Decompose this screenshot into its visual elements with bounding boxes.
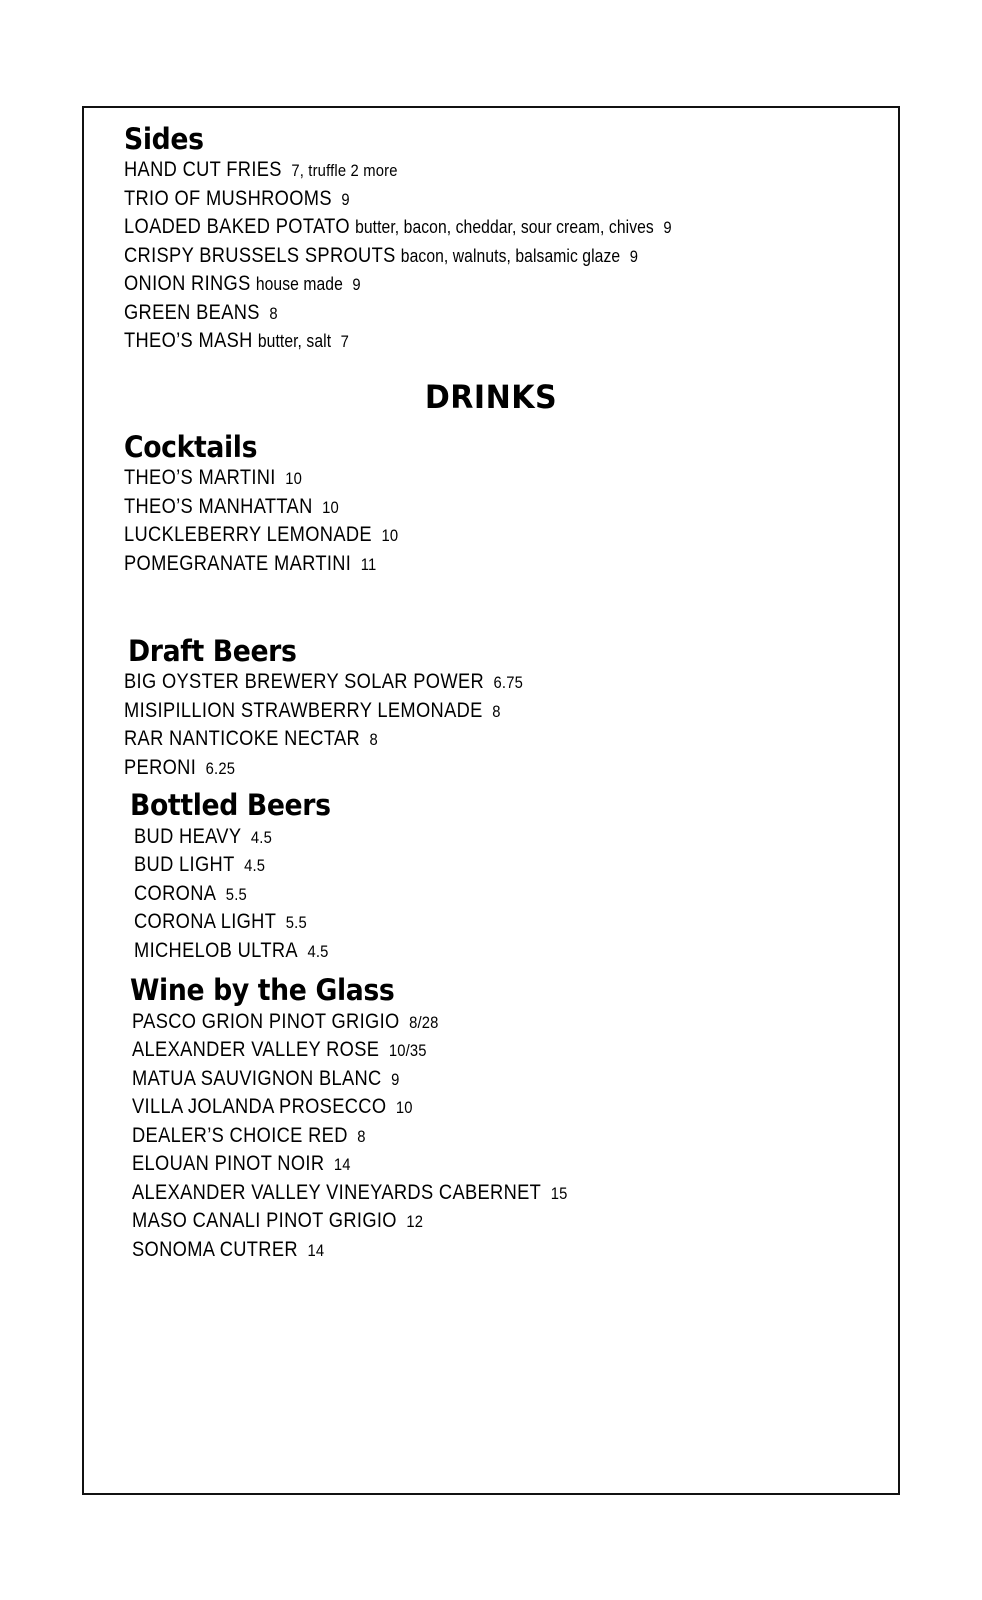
menu-item	[124, 668, 782, 697]
menu-item-name: ONION RINGS	[124, 272, 251, 296]
menu-item-price: 8	[269, 303, 278, 323]
section-wine-by-the-glass	[130, 975, 880, 1264]
menu-item-price: 10	[285, 469, 303, 489]
menu-item-price: 8/28	[409, 1012, 439, 1032]
menu-item-price: 14	[307, 1240, 325, 1260]
menu-item-description: house made	[255, 274, 343, 295]
menu-item-name: POMEGRANATE MARTINI	[124, 551, 352, 575]
item-list-sides	[124, 156, 880, 356]
menu-item	[134, 937, 783, 966]
menu-item	[124, 725, 782, 754]
menu-item-name: MISIPILLION STRAWBERRY LEMONADE	[124, 698, 483, 722]
menu-item-name: GREEN BEANS	[124, 300, 260, 324]
menu-item-name: CORONA LIGHT	[134, 910, 277, 934]
menu-item	[132, 1122, 783, 1151]
menu-item-name: LUCKLEBERRY LEMONADE	[124, 523, 372, 547]
menu-item-price: 7	[340, 332, 350, 352]
section-title-sides: Sides	[124, 122, 204, 156]
section-title-wine-by-the-glass: Wine by the Glass	[130, 973, 395, 1008]
menu-item	[124, 327, 782, 356]
menu-item-price: 8	[369, 730, 378, 750]
menu-item-price: 9	[629, 246, 639, 266]
menu-item	[124, 754, 782, 783]
menu-item-name: THEO’S MARTINI	[124, 466, 276, 490]
section-bottled-beers	[130, 790, 880, 965]
menu-item	[124, 156, 782, 185]
menu-item-price: 6.25	[205, 758, 236, 778]
menu-item-price: 10	[322, 497, 339, 517]
menu-item	[124, 464, 782, 493]
menu-item-price: 8	[492, 701, 501, 721]
menu-item-name: MASO CANALI PINOT GRIGIO	[132, 1209, 397, 1233]
menu-item-name: MICHELOB ULTRA	[134, 938, 298, 962]
menu-item-name: CORONA	[134, 881, 217, 905]
menu-item-name: LOADED BAKED POTATO	[124, 215, 350, 239]
menu-item	[124, 270, 782, 299]
menu-item	[134, 880, 783, 909]
menu-item-name: ALEXANDER VALLEY ROSE	[132, 1038, 380, 1062]
menu-item-price: 9	[341, 189, 350, 209]
menu-item-price: 4.5	[307, 941, 329, 961]
section-draft-beers	[124, 634, 880, 782]
menu-item-price: 10	[395, 1098, 413, 1118]
menu-item-name: RAR NANTICOKE NECTAR	[124, 727, 361, 751]
menu-item	[124, 185, 782, 214]
menu-item	[132, 1236, 783, 1265]
menu-item	[124, 521, 782, 550]
menu-item-price: 14	[333, 1155, 351, 1175]
section-sides	[124, 124, 880, 356]
menu-item	[134, 908, 783, 937]
menu-item-name: SONOMA CUTRER	[132, 1237, 298, 1261]
menu-item	[124, 697, 782, 726]
menu-item-price: 15	[550, 1183, 568, 1203]
menu-item	[124, 242, 782, 271]
menu-item-name: PERONI	[124, 755, 197, 779]
menu-item	[132, 1036, 783, 1065]
menu-item-name: THEO’S MASH	[124, 329, 253, 353]
menu-item-name: THEO’S MANHATTAN	[124, 494, 313, 518]
item-list-draft-beers	[124, 668, 880, 782]
menu-item-price: 9	[352, 275, 361, 295]
menu-item	[134, 823, 783, 852]
menu-item	[124, 299, 782, 328]
menu-item-price: 9	[391, 1069, 400, 1089]
menu-item-name: VILLA JOLANDA PROSECCO	[132, 1095, 387, 1119]
menu-item-name: BIG OYSTER BREWERY SOLAR POWER	[124, 670, 485, 694]
menu-item-price: 10/35	[388, 1041, 427, 1061]
menu-item-price: 4.5	[244, 856, 266, 876]
menu-item	[132, 1065, 783, 1094]
menu-item-name: CRISPY BRUSSELS SPROUTS	[124, 243, 396, 267]
menu-item-price: 5.5	[225, 884, 247, 904]
menu-item-price: 5.5	[285, 913, 307, 933]
menu-item	[134, 851, 783, 880]
menu-item	[124, 213, 782, 242]
menu-item-price: 8	[357, 1126, 366, 1146]
menu-item-price: 6.75	[493, 673, 524, 693]
menu-item	[132, 1093, 783, 1122]
item-list-cocktails	[124, 464, 880, 578]
menu-item-price: 4.5	[250, 827, 272, 847]
menu-item	[132, 1008, 783, 1037]
menu-item	[132, 1179, 783, 1208]
menu-item-price: 10	[381, 526, 399, 546]
menu-item-name: DEALER’S CHOICE RED	[132, 1123, 348, 1147]
menu-page-frame	[82, 106, 900, 1495]
menu-item-name: TRIO OF MUSHROOMS	[124, 186, 332, 210]
menu-item-name: HAND CUT FRIES	[124, 158, 282, 182]
menu-item	[132, 1150, 783, 1179]
item-list-wine-by-the-glass	[132, 1008, 880, 1265]
section-title-bottled-beers: Bottled Beers	[130, 788, 331, 823]
menu-item-name: BUD LIGHT	[134, 853, 235, 877]
section-title-cocktails: Cocktails	[124, 429, 258, 464]
menu-item-name: PASCO GRION PINOT GRIGIO	[132, 1009, 400, 1033]
menu-item-name: BUD HEAVY	[134, 824, 242, 848]
section-cocktails	[124, 429, 880, 578]
menu-item-name: ELOUAN PINOT NOIR	[132, 1152, 325, 1176]
menu-item-price: 11	[360, 554, 377, 574]
menu-item	[132, 1207, 783, 1236]
menu-item-description: butter, bacon, cheddar, sour cream, chives	[355, 217, 654, 238]
menu-item-description: bacon, walnuts, balsamic glaze	[400, 245, 621, 266]
menu-item-price: 7, truffle 2 more	[291, 161, 398, 181]
menu-item-name: ALEXANDER VALLEY VINEYARDS CABERNET	[132, 1180, 542, 1204]
menu-item-price: 9	[663, 218, 672, 238]
item-list-bottled-beers	[134, 823, 880, 966]
menu-item-price: 12	[406, 1212, 424, 1232]
menu-item	[124, 550, 782, 579]
menu-item	[124, 493, 782, 522]
menu-item-name: MATUA SAUVIGNON BLANC	[132, 1066, 382, 1090]
drinks-banner-heading: DRINKS	[424, 377, 558, 416]
section-title-draft-beers: Draft Beers	[128, 634, 297, 669]
menu-item-description: butter, salt	[257, 331, 332, 352]
